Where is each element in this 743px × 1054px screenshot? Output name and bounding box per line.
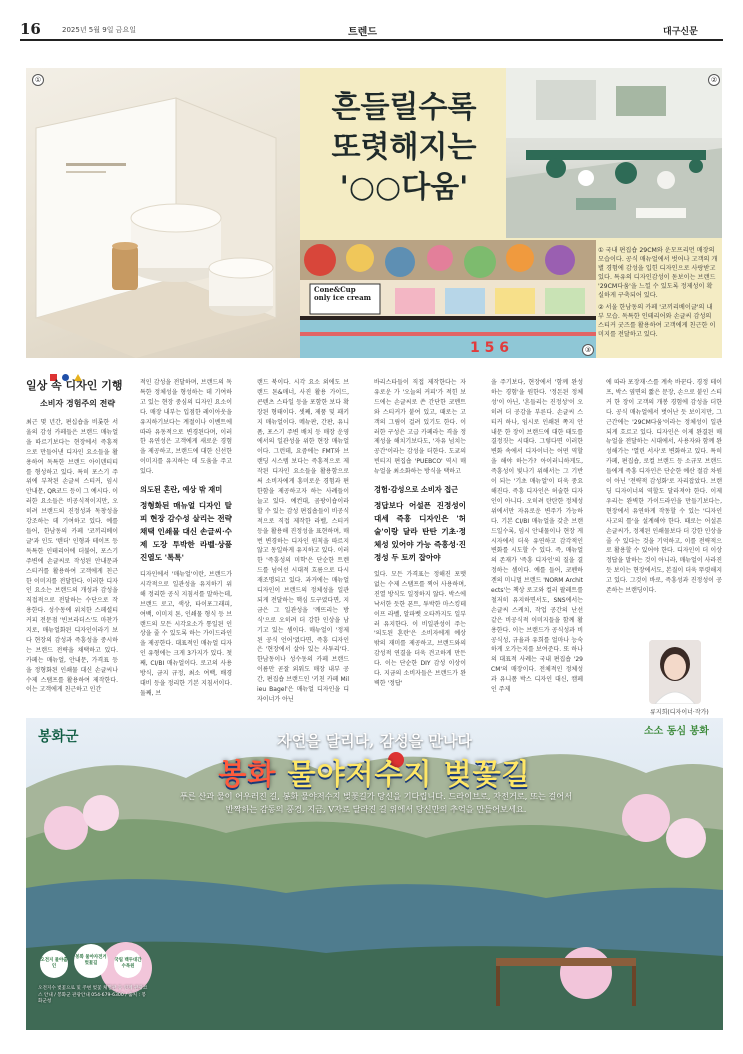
column-4-text-b: 있다. 모든 가격표는 정해진 포맷 없는 수제 스탬프를 찍어 사용하며, 진열 방식도 일정하지 않다. 박스에 낙서한 듯한 폰트, 투박한 마스킹테이프 라벨, 알파벳 오타까지도 일부러 유지한다. 이 비일관성이 주는 '의도된 혼란'은 소비자에게 예상 밖의 재미를 제공하고, 브랜드와의 감성적 연결을 더욱 견고하게 만든다. 이는 단순한 DIY 감성 이상이다. 지금의 소비자들은 브랜드가 완벽한 '정답' <box>374 570 466 687</box>
article-column-1 <box>26 418 118 714</box>
svg-text:1 5 6: 1 5 6 <box>470 340 509 356</box>
photo-captions <box>598 246 718 342</box>
ad-badge-1: 오전지 물야출인 <box>40 950 68 978</box>
photo-store-interior <box>506 68 722 238</box>
photo-number-2: ② <box>708 74 720 86</box>
article-column-3 <box>257 378 349 714</box>
store-display-illustration <box>506 68 722 238</box>
section-title: 트렌드 <box>348 27 377 38</box>
column-1-text: 최근 몇 년간, 편십숍을 비롯한 서울의 감성 카페들은 브랜드 매뉴얼을 따르기보다는 현장에서 즉흥적으로 만들어낸 디자인 요소들을 활용하여 독특한 브랜드 아이덴티티를 형성하고 있다. 특히 포스기 주위에 부착된 손글씨 스티커, 임시 안내문, QR코드 등이 그 예시다. 이러한 요소들은 비공식적이지만, 오히려 브랜드의 진정성과 독창성을 강조하는 데 기여하고 있다. 예를 들어, 한남동의 카페 '코끼리베이글'과 인도 '텐더' 인형과 테이프 등 독특한 인테리어에 더불어, 포스기 주변에 손글씨로 작성된 안내문과 스티커를 활용하여 고객에게 친근한 이미지를 전달한다. 이러한 디자인 요소는 브랜드의 개성과 감성을 직접적으로 전달하는 수단으로 작용한다. 성수동에 위치한 스페셜티 커피 전문점 '빈브라더스'도 마찬가지로, 매뉴얼화된 디자인이라기 보다 현장의 감성과 즉흥성을 중시하는 브랜드 전략을 채택하고 있다. 카페는 매뉴얼, 안내문, 가격표 등을 정형화된 인쇄물 대신 손글씨나 수제 스탬프를 활용하여 제작한다. 이는 고객에게 친근하고 인간 <box>26 419 118 694</box>
subhead-1: 의도된 혼란, 예상 밖 재미 <box>140 485 223 495</box>
advertisement-bonghwa <box>26 718 723 1030</box>
article-column-5 <box>491 378 583 714</box>
column-3-text: 랜드 북이다. 시각 요소 외에도 브랜드 톤&매너, 사진 활용 가이드, 콘텐츠 스타일 등을 포함한 보다 확장된 형태이다. 셋째, 제품 및 패키지 매뉴얼이다. 메뉴판, 간판, 유니폼, 포스기 주변 배치 등 매장 운영에서의 일관성을 위한 현장 매뉴얼이다. 그런데, 요즘에는 FMT와 브랜딩 시스템 보다는 즉흥적으로 제작된 디자인 요소들을 활용함으로써 소비자에게 흥미로운 경험과 편한함을 제공하고자 하는 사례들이 늘고 있다. 예컨대, 곰팡이숍이라 할 수 있는 감성 편집숍들이 비공식적으로 직접 제작한 라벨, 스티커 등을 활용해 진정성을 표현하며, 매번 변경하는 디자인 원칙을 따르지 않고 동일하게 유지하고 있다. 이러한 '즉흥성의 미학'은 단순한 트렌드를 넘어선 시대적 흐름으로 다시 재조명되고 있다. 과거에는 매뉴얼 디자인이 브랜드의 정체성을 일관되게 전달하는 핵심 도구였다면, 지금은 그 일관성을 '깨뜨리는 방식'으로 오히려 더 강한 인상을 남기고 있는 셈이다. 매뉴얼이 '정제된 공식 언어'였다면, 즉흥 디자인은 '현장에서 살아 있는 사투리'다. 한남동이나 성수동의 카페 브랜드 이름만 곧잘 외워도 매장 내부 공간, 편집숍 브랜드인 '키친 카페 Milieu Bagel'은 매뉴얼 디자인을 디자이너가 아닌 <box>257 379 349 703</box>
ad-footnote: 오전지수 벚꽃으로 및 주변 벚꽃 체험관 등 연계 관광코스 안내 / 봉화군 관광안내 054-679-6300 / 출처 : 봉화군청 <box>38 986 148 1004</box>
issue-date: 2025년 5월 9일 금요일 <box>62 26 136 34</box>
product-box-illustration <box>26 68 300 358</box>
headline-line-2: 또렷해지는 <box>331 130 477 165</box>
ad-title <box>26 752 723 793</box>
column-4-text-a: 바리스타들이 직접 제작한다는 자유로운 가 '오늘의 커피'가 적힌 보드에는 손글씨로 쓴 간단한 코멘트와 스티커가 붙여 있고, 때로는 고객의 그림이 걸려 있기도 한다. 이러한 구성은 고급 카페라는 격을 정제성을 해치기보다도, '자유 넘치는 공간'이라는 감성을 더한다. 도쿄의 빈티지 편집숍 'PUEBCO' 역시 매뉴얼을 최소화하는 방식을 택하고 <box>374 379 466 476</box>
pull-quote-2: 정답보다 어설픈 진정성이 대세 즉흥 디자인은 '허술'이랑 달라 탄탄 기초·정체성 있어야 가능 즉흥성·진정성 두 토끼 잡아야 <box>374 500 466 562</box>
headline-line-1: 흔들릴수록 <box>331 90 477 125</box>
caption-2: ② 서울 한남동의 카페 '코끼리베이글'의 내부 모습. 독특한 인테리어와 손글씨 감성의 스티커 굿즈를 활용하여 고객에게 친근한 이미지를 전달하고 있다. <box>598 304 716 338</box>
photo-number-1: ① <box>32 74 44 86</box>
bonghwa-logo: 봉화군 <box>38 729 79 745</box>
photo-product-box <box>26 68 300 358</box>
author-byline: 류지희(디자이너·작가) <box>650 709 709 716</box>
series-title: 일상 속 디자인 기행 <box>26 379 123 392</box>
column-2-text-a: 적인 감성을 전달하며, 브랜드의 독특한 정체성을 형성하는 데 기여하고 있는 현장 중심의 디자인 요소이다. 매장 내부는 입점한 레이아웃을 유지하기보다는 계절이나 이벤트에 따라 유동적으로 변경된다며, 이러한 유연성은 고객에게 새로운 경험을 제공하고, 브랜드에 대한 신선한 이미지를 유지하는 데 도움을 주고 있다. <box>140 379 232 476</box>
ad-title-place: 물야저수지 벚꽃길 <box>287 757 531 791</box>
author-photo <box>649 640 701 704</box>
ad-badge-3: 국립 백두대간 수목원 <box>114 950 142 978</box>
pull-quote-1: 정형화된 매뉴얼 디자인 탈피 현장 감수성 살리는 전략 채택 인쇄물 대신 손글씨·수제 도장 투박한 라벨·상품 진열도 '톡톡' <box>140 500 232 562</box>
article-column-6 <box>606 378 722 636</box>
photo-number-3: ③ <box>582 344 594 356</box>
series-subtitle: 소비자 경험주의 전략 <box>40 399 116 408</box>
page-number: 16 <box>20 20 41 38</box>
article-column-4 <box>374 378 466 714</box>
slogan-logo: 소소 동심 봉화 <box>644 726 709 737</box>
feature-headline <box>304 88 504 208</box>
cafe-sign-text: Cone&Cup only ice cream <box>314 285 372 302</box>
article-column-2 <box>140 378 232 714</box>
feature-photo-block <box>26 68 722 358</box>
ad-badge-2: 봉화 물야자전거 벚꽃길 <box>74 944 108 978</box>
column-6-text: 에 따라 포장재·스를 계속 바꾼다. 경정 테이프, 박스 옆면의 짧은 문장, 손으로 붙인 스티커 한 장이 고객의 개봉 경험에 감성을 더한다. 공식 매뉴얼에서 벗어난 듯 보이지만, 그 근간에는 '29CM다움'이라는 정체성이 일관되게 흐르고 있다. 디자인은 이제 완결된 매뉴얼을 전달하는 시대에서, 사용자와 함께 완성해가는 '열린 서사'로 변화하고 있다. 특히 카페, 편집숍, 로컬 브랜드 등 소규모 브랜드들에게 즉흥 디자인은 단순한 예산 절감 차원이 아닌 '전략적 감성화'로 자리잡았다. 브랜딩 디자이너의 역할도 달라져야 한다. 이제 우리는 완벽한 가이드라인을 만들기보다는, 현장에서 유연하게 작동할 수 있는 '디자인 사고의 틀'을 설계해야 한다. 때로는 어설픈 손글씨가, 정제된 인쇄물보다 더 강한 인상을 줄 수 있다는 것을 기억하고, 이를 전략적으로 활용할 수 있어야 한다. 디자인이 더 이상 정답을 말하는 것이 아니라, 매뉴얼이 사라진 듯 보이는 현장에서도, 본질이 더욱 뚜렷해지고 있다. 그것이 바로, 즉흥성과 진정성이 공존하는 브랜딩이다. <box>606 379 722 595</box>
header-rule <box>20 39 723 41</box>
subhead-2: 경험·감성으로 소비자 접근 <box>374 485 459 495</box>
caption-1: ① 국내 편집숍 29CM와 운모프리먼 매장의 모습이다. 공식 매뉴얼에서 벗어나 고객의 개별 경험에 감성을 입힌 디자인으로 사랑받고 있다. 특유의 디자인감성이 돋보이는 브랜드 '29CM다움'을 느낄 수 있도록 정제성이 확실하게 구축되어 있다. <box>598 247 718 299</box>
newspaper-name: 대구신문 <box>663 27 698 37</box>
photo-cafe-counter <box>300 240 596 358</box>
headline-line-3: '○○다움' <box>339 170 469 205</box>
column-2-text-b: 디자인에서 '매뉴얼'이란, 브랜드가 시각적으로 일관성을 유지하기 위해 정리한 공식 지침서를 말하는데, 브랜드 로고, 색상, 타이포그래피, 여백, 이미지 톤, 인쇄물 형식 등 브랜드의 모든 시각요소가 통일된 인상을 줄 수 있도록 하는 가이드라인을 제공한다. 대표적인 매뉴얼 디자인 유형에는 크게 3가지가 있다. 첫째, CI/BI 매뉴얼이다. 로고의 사용 방식, 금지 규정, 최소 여백, 배경 대비 등을 정리한 기본 지침서이다. 둘째, 브 <box>140 570 232 697</box>
column-5-text: 을 주기보다, 현장에서 '함께 완성하는 경험'을 원한다. '정돈된 정체성'이 아닌, '흔들리는 진정성'이 오히려 더 공감을 부른다. 손글씨 스티커 하나, 임시로 인쇄된 쪽지 안내문 한 장이 브랜드에 대한 태도를 결정짓는 시대다. 그렇다면 이러한 변화 속에서 디자이너는 어떤 역할을 해야 하는가? 아이러니하게도, 즉흥성이 빛나기 위해서는 그 기반이 되는 '기초 매뉴얼'이 더욱 중요해진다. 즉흥 디자인은 허술한 디자인이 아니다. 오히려 탄탄한 정체성 위에서만 자유로운 변주가 가능하다. 기본 CI/BI 매뉴얼을 갖춘 브랜드일수록, 임시 안내물이나 현장 게시자에서 더욱 유연하고 감각적인 변화를 시도할 수 있다. 즉, 매뉴얼의 존재가 '즉흥 디자인'의 질을 결정하는 셈이다. 예를 들어, 코펜하겐의 미니멀 브랜드 'NORM Architects'는 책상 로고와 컬러 팔레트를 철저히 유지하면서도, SNS에서는 손글씨 스케치, 작업 공간의 난선 같은 비공식적 이미지들을 함께 활용한다. 이는 브랜드가 공식성과 비공식성, 규율과 유희를 얼마나 능숙하게 오가는지를 보여준다. 또 하나의 대표적 사례는 국내 편집숍 '29CM'의 매장이다. 전체적인 정체성과 유니폼 박스 디자인 대신, 캠페인 주제 <box>491 379 583 694</box>
author-portrait <box>649 640 701 704</box>
ad-title-region: 봉화 <box>218 757 277 791</box>
ad-body-text: 푸른 산과 물이 어우러진 길, 봉화 물야저수지 벚꽃길가 당신을 기다립니다. 드라이브로, 자전거로, 또는 걸어서 반짝하는 감동의 풍경, 지금, V자로 달라진 길 위에서 당신만의 추억을 만들어보세요. <box>179 791 573 814</box>
ad-tagline: 자연을 달리다, 감성을 만나다 <box>277 732 472 750</box>
